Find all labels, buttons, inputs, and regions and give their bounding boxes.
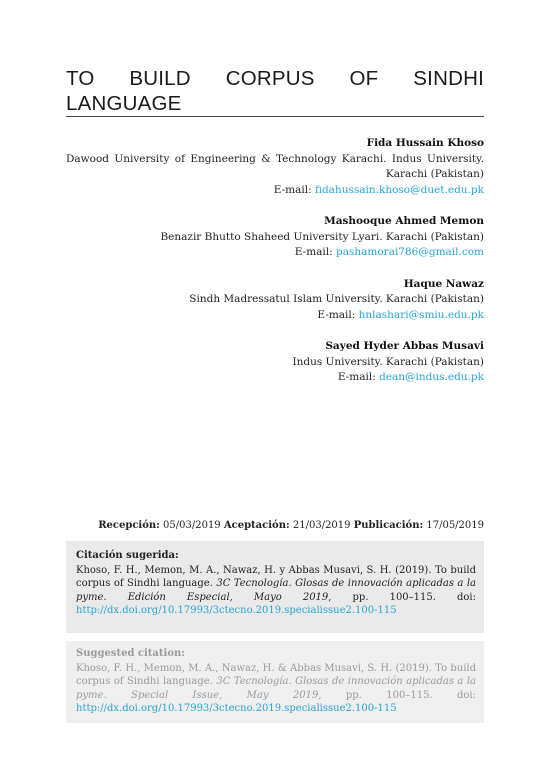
citation-journal: 3C Tecnología. Glosas de innovación aplicadas a la pyme. Edición Especial, Mayo 2019 (76, 578, 477, 603)
citation-text (76, 662, 476, 716)
author-affiliation: Benazir Bhutto Shaheed University Lyari. Karachi (Pakistan) (160, 230, 484, 243)
acceptance-date: 21/03/2019 (292, 520, 351, 531)
email-label: E-mail: (294, 246, 336, 258)
citation-heading: Citación sugerida: (76, 550, 179, 561)
title-underline (66, 116, 484, 117)
author-name: Fida Hussain Khoso (366, 137, 484, 149)
title-word: BUILD (129, 67, 191, 90)
author-email-line (66, 370, 484, 386)
citation-pages: , pp. 100–115. doi: (328, 591, 476, 603)
title-line-1 (66, 66, 484, 91)
citation-doi-link[interactable]: http://dx.doi.org/10.17993/3ctecno.2019.specialissue2.100-115 (76, 605, 397, 616)
title-word: TO (66, 67, 95, 90)
title-word: OF (349, 67, 379, 90)
citation-pages: , pp. 100–115. doi: (318, 689, 476, 701)
paper-title (66, 66, 484, 116)
author-affiliation: Dawood University of Engineering & Technology Karachi. Indus University. Karachi (Pakistan) (66, 152, 484, 180)
citation-authors: Khoso, F. H., Memon, M. A., Nawaz, H. y Abbas Musavi, S. H. (2019). To build corpus of Sindhi language. (76, 564, 476, 589)
citation-text (76, 564, 476, 618)
author-name: Sayed Hyder Abbas Musavi (325, 340, 484, 352)
publication-label: Publicación: (353, 520, 424, 531)
author-email-link[interactable]: hnlashari@smiu.edu.pk (358, 308, 484, 321)
author-affiliation: Indus University. Karachi (Pakistan) (292, 355, 484, 368)
submission-dates (66, 519, 484, 533)
citation-box-spanish (66, 541, 484, 633)
citation-box-english (66, 633, 484, 723)
author-block (66, 277, 484, 324)
author-email-link[interactable]: pashamorai786@gmail.com (336, 246, 484, 258)
author-email-line (66, 245, 484, 261)
reception-label: Recepción: (98, 520, 160, 531)
author-list (66, 136, 484, 402)
acceptance-label: Aceptación: (223, 520, 290, 531)
author-block (66, 136, 484, 198)
citation-doi-link[interactable]: http://dx.doi.org/10.17993/3ctecno.2019.specialissue2.100-115 (76, 703, 397, 714)
author-email-link[interactable]: dean@indus.edu.pk (379, 371, 484, 383)
author-name: Haque Nawaz (403, 277, 484, 290)
publication-date: 17/05/2019 (426, 520, 484, 531)
title-word: SINDHI (413, 67, 484, 90)
author-email-line (66, 183, 484, 199)
paper-first-page (66, 0, 484, 777)
title-word: CORPUS (225, 67, 315, 90)
email-label: E-mail: (273, 183, 315, 196)
citation-heading: Suggested citation: (76, 648, 185, 659)
citation-authors: Khoso, F. H., Memon, M. A., Nawaz, H. & Abbas Musavi, S. H. (2019). To build corpus of Sindhi language. (76, 662, 476, 687)
reception-date: 05/03/2019 (163, 520, 221, 531)
author-email-link[interactable]: fidahussain.khoso@duet.edu.pk (314, 183, 484, 196)
title-line-2: LANGUAGE (66, 92, 182, 115)
author-affiliation: Sindh Madressatul Islam University. Karachi (Pakistan) (189, 293, 484, 305)
citation-journal: 3C Tecnología. Glosas de innovación aplicadas a la pyme. Special Issue, May 2019 (76, 676, 477, 701)
author-block (66, 214, 484, 261)
email-label: E-mail: (317, 308, 359, 321)
email-label: E-mail: (337, 371, 380, 383)
author-block (66, 339, 484, 386)
author-email-line (66, 308, 484, 324)
author-name: Mashooque Ahmed Memon (324, 215, 484, 227)
